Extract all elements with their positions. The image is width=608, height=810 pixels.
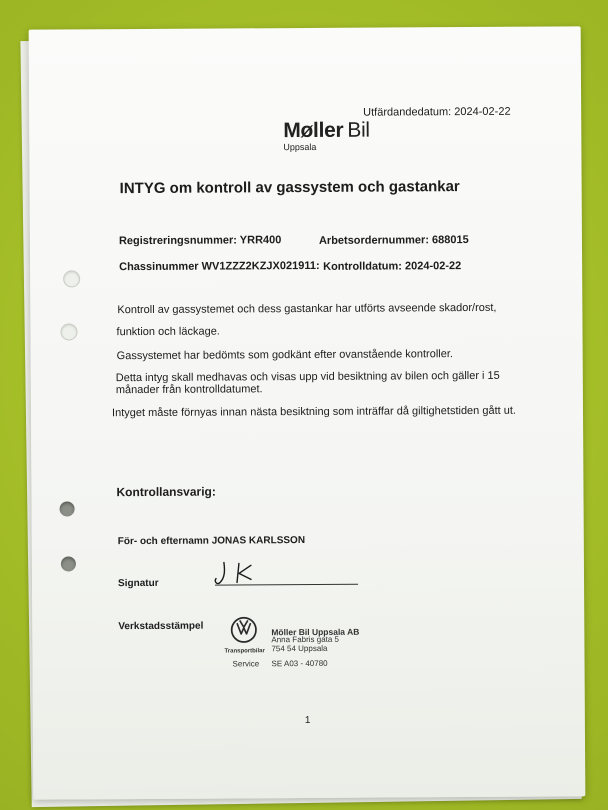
- logo-bil: Bil: [347, 118, 370, 142]
- chassis-number: Chassinummer WV1ZZZ2KZJX021911:: [119, 259, 320, 274]
- control-date: Kontrolldatum: 2024-02-22: [323, 260, 462, 273]
- body-line-2: funktion och läckage.: [116, 325, 220, 339]
- stamp-postal: 754 54 Uppsala: [271, 643, 328, 654]
- punch-hole: [63, 270, 80, 287]
- punch-hole: [60, 501, 75, 516]
- document-title: INTYG om kontroll av gassystem och gastankar: [119, 178, 460, 198]
- document-sheet: [29, 26, 586, 799]
- stamp-street: Anna Fabris gata 5: [271, 634, 340, 645]
- page-number: 1: [304, 714, 311, 727]
- body-line-4a: Detta intyg skall medhavas och visas upp vid besiktning av bilen och gäller i 15: [115, 369, 500, 385]
- volkswagen-logo-icon: [230, 616, 257, 643]
- signature-label: Signatur: [118, 577, 159, 590]
- body-line-4b: månader från kontrolldatumet.: [115, 383, 263, 397]
- stamp-service: Service: [232, 659, 260, 669]
- body-line-1: Kontroll av gassystemet och dess gastankar har utförts avseende skador/rost,: [117, 301, 497, 317]
- work-order-number: Arbetsordernummer: 688015: [318, 234, 469, 247]
- responsible-heading: Kontrollansvarig:: [116, 484, 216, 500]
- responsible-name: För- och efternamn JONAS KARLSSON: [117, 535, 306, 548]
- issue-date: Utfärdandedatum: 2024-02-22: [363, 105, 511, 119]
- body-line-3: Gassystemet har bedömts som godkänt efter ovanstående kontroller.: [116, 348, 453, 363]
- stamp-transportbilar: Transportbilar: [224, 648, 265, 655]
- stamp-org-number: SE A03 - 40780: [271, 658, 328, 669]
- logo-brand: Møller: [283, 118, 344, 143]
- stamp-company: Möller Bil Uppsala AB: [271, 626, 360, 638]
- stamp-label: Verkstadsstämpel: [118, 620, 204, 633]
- logo-city: Uppsala: [283, 141, 317, 153]
- body-line-5: Intyget måste förnyas innan nästa besiktning som inträffar då giltighetstiden gått ut.: [111, 404, 517, 420]
- punch-hole: [60, 323, 77, 340]
- moller-bil-logo: [283, 120, 370, 153]
- punch-hole: [61, 556, 76, 571]
- registration-number: Registreringsnummer: YRR400: [118, 234, 282, 248]
